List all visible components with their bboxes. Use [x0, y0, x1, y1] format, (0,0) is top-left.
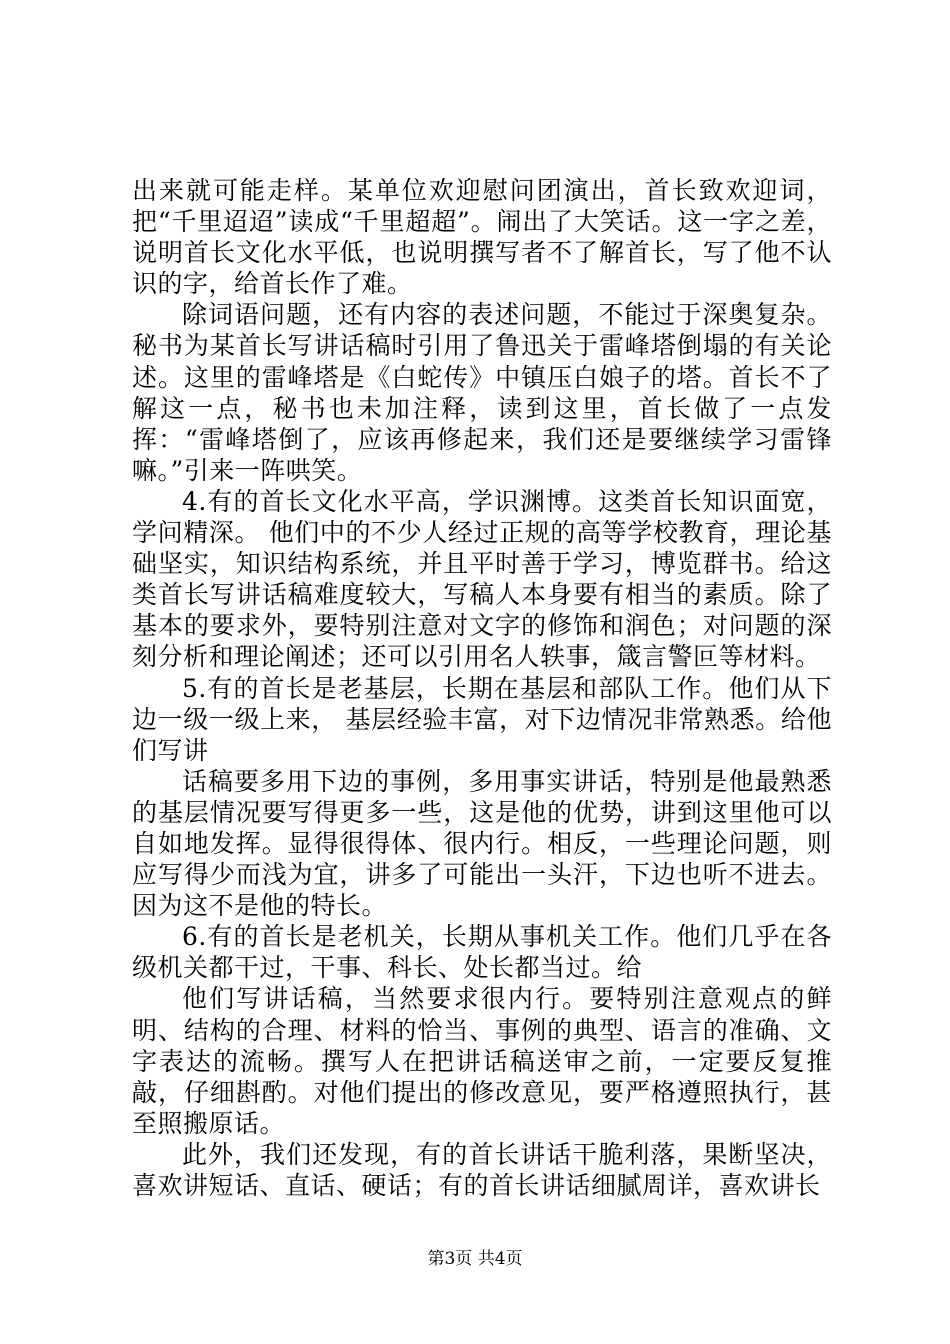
page-footer [0, 1244, 950, 1269]
paragraph-7: 他们写讲话稿，当然要求很内行。要特别注意观点的鲜明、结构的合理、材料的恰当、事例的典型、语言的准确、文字表达的流畅。撰写人在把讲话稿送审之前，一定要反复推敲，仔细斟酌。对他们提出的修改意见，要严格遵照执行，甚至照搬原话。 [132, 984, 832, 1138]
paragraph-1: 出来就可能走样。某单位欢迎慰问团演出，首长致欢迎词，把“千里迢迢”读成“千里超超”。闹出了大笑话。这一字之差，说明首长文化水平低，也说明撰写者不了解首长，写了他不认识的字，给首长作了难。 [132, 176, 832, 299]
paragraph-3: 4.有的首长文化水平高，学识渊博。这类首长知识面宽，学问精深。 他们中的不少人经过正规的高等学校教育，理论基础坚实，知识结构系统，并且平时善于学习，博览群书。给这类首长写讲话稿难度较大，写稿人本身要有相当的素质。除了基本的要求外，要特别注意对文字的修饰和润色；对问题的深刻分析和理论阐述；还可以引用名人轶事，箴言警叵等材料。 [132, 486, 832, 672]
page-number-label: 第3页 共4页 [427, 1249, 523, 1269]
paragraph-6: 6.有的首长是老机关，长期从事机关工作。他们几乎在各级机关都干过，干事、科长、处长都当过。给 [132, 922, 832, 983]
document-body [132, 175, 832, 1201]
paragraph-5: 话稿要多用下边的事例，多用事实讲话，特别是他最熟悉的基层情况要写得更多一些，这是他的优势，讲到这里他可以自如地发挥。显得很得体、很内行。相反，一些理论问题，则应写得少而浅为宜，讲多了可能出一头汗，下边也听不进去。因为这不是他的特长。 [132, 766, 832, 921]
paragraph-4: 5.有的首长是老基层，长期在基层和部队工作。他们从下边一级一级上来， 基层经验丰富，对下边情况非常熟悉。给他们写讲 [132, 673, 832, 765]
paragraph-2: 除词语问题，还有内容的表述问题，不能过于深奥复杂。秘书为某首长写讲话稿时引用了鲁迅关于雷峰塔倒塌的有关论述。这里的雷峰塔是《白蛇传》中镇压白娘子的塔。首长不了解这一点，秘书也未加注释，读到这里，首长做了一点发挥：“雷峰塔倒了，应该再修起来，我们还是要继续学习雷锋嘛。”引来一阵哄笑。 [132, 300, 832, 485]
paragraph-8: 此外，我们还发现，有的首长讲话干脆利落，果断坚决，喜欢讲短话、直话、硬话；有的首长讲话细腻周详，喜欢讲长 [132, 1139, 832, 1200]
